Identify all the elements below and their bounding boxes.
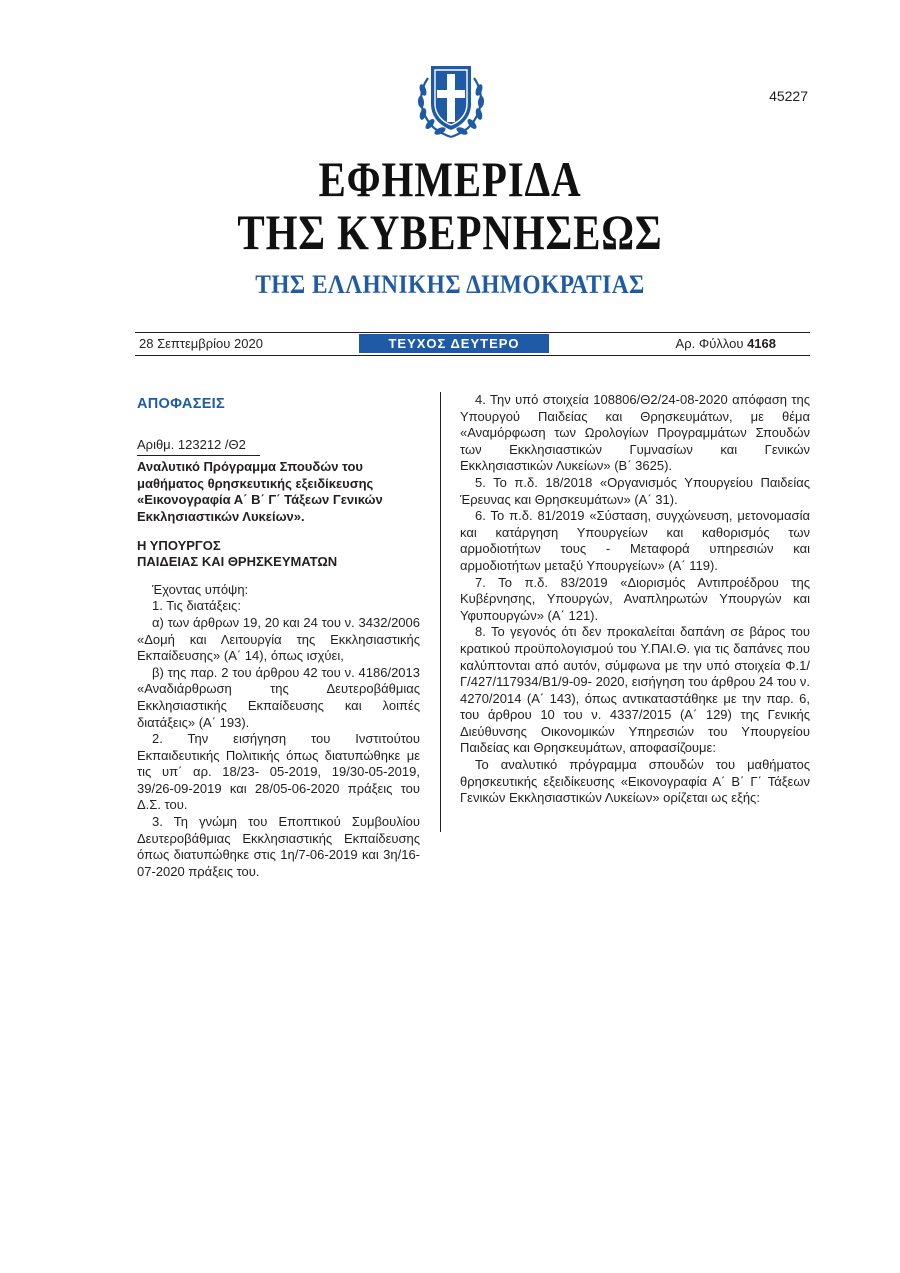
paragraph: 2. Την εισήγηση του Ινστιτούτου Εκπαιδευτικής Πολιτικής όπως διατυπώθηκε με τις υπ΄ αρ. 18/23- 05-2019, 19/30-05-2019, 39/26-09-2019 και 28/05-06-2020 πράξεις του Δ.Σ. του. [137, 731, 420, 813]
section-heading: ΑΠΟΦΑΣΕΙΣ [137, 396, 226, 412]
paragraph: 8. Το γεγονός ότι δεν προκαλείται δαπάνη σε βάρος του κρατικού προϋπολογισμού του Υ.ΠΑΙ.Θ. για τις δαπάνες που καλύπτονται από αυτόν, σύμφωνα με την υπό στοιχεία Φ.1/Γ/427/117934/Β1/9-09- 2020, εισήγηση του άρθρου 24 του ν. 4270/2014 (Α΄ 143), όπως αντικαταστάθηκε με την παρ. 6, του άρθρου 10 του ν. 4337/2015 (Α΄ 129) της Γενικής Διεύθυνσης Οικονομικών Υπηρεσιών του Υπουργείου Παιδείας και Θρησκευμάτων, αποφασίζουμε: [460, 624, 810, 756]
issue-bar [135, 332, 810, 356]
coat-of-arms-icon [414, 60, 488, 140]
paragraph: 6. Το π.δ. 81/2019 «Σύσταση, συγχώνευση, μετονομασία και κατάργηση Υπουργείων και καθορισμός των αρμοδιοτήτων τους - Μεταφορά υπηρεσιών και αρμοδιοτήτων μεταξύ Υπουργείων» (Α΄ 119). [460, 508, 810, 573]
minister-heading [137, 538, 420, 571]
decision-title: Αναλυτικό Πρόγραμμα Σπουδών του μαθήματος θρησκευτικής εξειδίκευσης «Εικονογραφία Α΄ Β΄ Γ΄ Τάξεων Γενικών Εκκλησιαστικών Λυκείων». [137, 459, 383, 524]
paragraph: Το αναλυτικό πρόγραμμα σπουδών του μαθήματος θρησκευτικής εξειδίκευσης «Εικονογραφία Α΄ Β΄ Γ΄ Τάξεων Γενικών Εκκλησιαστικών Λυκείων» ορίζεται ως εξής: [460, 757, 810, 806]
paragraph: 3. Τη γνώμη του Εποπτικού Συμβουλίου Δευτεροβάθμιας Εκκλησιαστικής Εκπαίδευσης όπως διατυπώθηκε στις 1η/7-06-2019 και 3η/16-07-2020 πράξεις του. [137, 814, 420, 879]
decision-number-rule [137, 455, 260, 456]
paragraph: α) των άρθρων 19, 20 και 24 του ν. 3432/2006 «Δομή και Λειτουργία της Εκκλησιαστικής Εκπαίδευσης» (Α΄ 14), όπως ισχύει, [137, 614, 420, 664]
paragraph: β) της παρ. 2 του άρθρου 42 του ν. 4186/2013 «Αναδιάρθρωση της Δευτεροβάθμιας Εκκλησιαστικής Εκπαίδευσης και λοιπές διατάξεις» (Α΄ 193). [137, 664, 420, 730]
left-column [137, 392, 420, 880]
paragraph: 5. Το π.δ. 18/2018 «Οργανισμός Υπουργείου Παιδείας Έρευνας και Θρησκευμάτων» (Α΄ 31). [460, 474, 810, 507]
gazette-subtitle: ΤΗΣ ΕΛΛΗΝΙΚΗΣ ΔΗΜΟΚΡΑΤΙΑΣ [255, 270, 645, 299]
decision-number: Αριθμ. 123212 /Θ2 [137, 436, 246, 452]
paragraph: 1. Τις διατάξεις: [152, 598, 241, 614]
right-column [460, 392, 810, 807]
issue-series-badge: ΤΕΥΧΟΣ ΔΕΥΤΕΡΟ [359, 334, 549, 353]
gazette-title-line1: ΕΦΗΜΕΡΙΔΑ [318, 151, 582, 207]
issue-sheet-number [676, 336, 776, 351]
gazette-title-line2: ΤΗΣ ΚΥΒΕΡΝΗΣΕΩΣ [237, 204, 663, 260]
issue-date: 28 Σεπτεμβρίου 2020 [139, 336, 263, 351]
sheet-label: Αρ. Φύλλου [675, 336, 744, 351]
paragraph: 4. Την υπό στοιχεία 108806/Θ2/24-08-2020 απόφαση της Υπουργού Παιδείας και Θρησκευμάτων, με θέμα «Αναμόρφωση των Ωρολογίων Προγραμμάτων Σπουδών των Εκκλησιαστικών Γυμνασίων και Γενικών Εκκλησιαστικών Λυκείων» (Β΄ 3625). [460, 392, 810, 474]
paragraph: Έχοντας υπόψη: [152, 581, 249, 597]
paragraph: 7. Το π.δ. 83/2019 «Διορισμός Αντιπροέδρου της Κυβέρνησης, Υπουργών, Αναπληρωτών Υπουργών και Υφυπουργών» (Α΄ 121). [460, 574, 810, 623]
minister-line2: ΠΑΙΔΕΙΑΣ ΚΑΙ ΘΡΗΣΚΕΥΜΑΤΩΝ [137, 554, 338, 570]
column-divider [440, 392, 441, 832]
sheet-number: 4168 [747, 336, 776, 351]
page-number: 45227 [769, 88, 808, 104]
minister-line1: Η ΥΠΟΥΡΓΟΣ [137, 537, 221, 553]
